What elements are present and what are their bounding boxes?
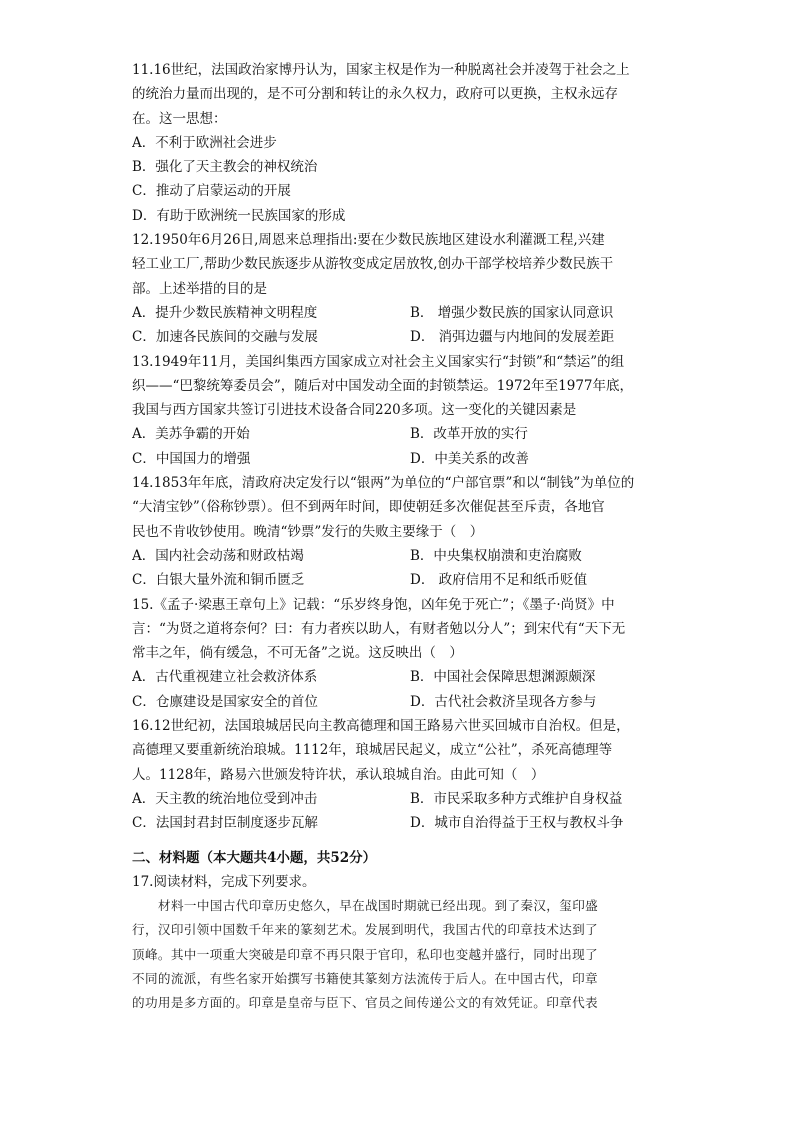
material-line: 材料一中国古代印章历史悠久，早在战国时期就已经出现。到了秦汉，玺印盛: [158, 898, 599, 914]
option-b[interactable]: B．市民采取多种方式维护自身权益: [410, 790, 623, 807]
section-heading: 二、材料题（本大题共4小题，共52分）: [132, 849, 377, 866]
option-c[interactable]: C．中国国力的增强: [132, 450, 251, 467]
option-row: [132, 665, 667, 689]
question-stem-line: 15.《孟子·梁惠王章句上》记载：“乐岁终身饱，凶年免于死亡”；《墨子·尚贤》中: [132, 596, 615, 613]
question-11: [132, 58, 667, 228]
option-b[interactable]: B．中央集权崩溃和吏治腐败: [410, 547, 582, 564]
option-row: [132, 690, 667, 714]
question-14: [132, 471, 667, 592]
question-stem-line: 16.12世纪初，法国琅城居民向主教高德理和国王路易六世买回城市自治权。但是，: [132, 718, 630, 735]
option-a[interactable]: A．国内社会动荡和财政枯竭: [132, 547, 304, 564]
question-stem-line: 14.1853年年底，清政府决定发行以“银两”为单位的“户部官票”和以“制钱”为单位的: [132, 475, 635, 492]
option-c[interactable]: C．法国封君封臣制度逐步瓦解: [132, 815, 318, 832]
option-row: [132, 811, 667, 835]
option-row: [132, 787, 667, 811]
option-row: [132, 568, 667, 592]
option-row: [132, 422, 667, 446]
question-stem-line: 常丰之年，倘有缓急，不可无备”之说。这反映出（ ）: [132, 645, 463, 662]
option-d[interactable]: D．古代社会救济呈现各方参与: [410, 693, 597, 710]
question-17-stem: 17.阅读材料，完成下列要求。: [132, 873, 316, 890]
question-16: [132, 714, 667, 835]
option-d[interactable]: D．有助于欧洲统一民族国家的形成: [132, 207, 346, 224]
option-row: [132, 301, 667, 325]
option-row: [132, 325, 667, 349]
option-d[interactable]: D． 政府信用不足和纸币贬值: [410, 572, 588, 589]
option-a[interactable]: A．不利于欧洲社会进步: [132, 134, 277, 151]
question-13: [132, 350, 667, 471]
option-b[interactable]: B．强化了天主教会的神权统治: [132, 159, 318, 176]
question-stem-line: 11.16世纪，法国政治家博丹认为，国家主权是作为一种脱离社会并凌驾于社会之上: [132, 62, 630, 78]
question-stem-line: 言：“为贤之道将奈何？曰：有力者疾以助人，有财者勉以分人”；到宋代有“天下无: [132, 620, 626, 637]
option-a[interactable]: A．美苏争霸的开始: [132, 426, 250, 443]
option-row: [132, 447, 667, 471]
material-line: 不同的流派，有些名家开始撰写书籍使其篆刻方法流传于后人。在中国古代，印章: [132, 970, 598, 986]
option-row: [132, 544, 667, 568]
material-line: 顶峰。其中一项重大突破是印章不再只限于官印，私印也变越并盛行，同时出现了: [132, 946, 598, 962]
question-stem-line: 高德理又要重新统治琅城。1112年，琅城居民起义，成立“公社”，杀死高德理等: [132, 742, 613, 759]
question-stem-line: 我国与西方国家共签订引进技术设备合同220多项。这一变化的关键因素是: [132, 402, 577, 419]
exam-page: [132, 58, 667, 1016]
option-b[interactable]: B．中国社会保障思想渊源颇深: [410, 669, 596, 686]
option-c[interactable]: C．推动了启蒙运动的开展: [132, 183, 291, 200]
question-15: [132, 593, 667, 714]
question-stem-line: 部。上述举措的目的是: [132, 280, 267, 297]
question-stem-line: 13.1949年11月，美国纠集西方国家成立对社会主义国家实行“封锁”和“禁运”的组: [132, 353, 625, 370]
material-line: 的功用是多方面的。印章是皇帝与臣下、官员之间传递公文的有效凭证。印章代表: [132, 995, 598, 1011]
question-stem-line: “大清宝钞”（俗称钞票）。但不到两年时间，即使朝廷多次催促甚至斥责，各地官: [132, 499, 605, 516]
question-stem-line: 民也不肯收钞使用。晚清“钞票”发行的失败主要缘于（ ）: [132, 523, 484, 540]
option-d[interactable]: D．中美关系的改善: [410, 450, 529, 467]
question-stem-line: 人。1128年，路易六世颁发特许状，承认琅城自治。由此可知（ ）: [132, 766, 545, 783]
option-a[interactable]: A．古代重视建立社会救济体系: [132, 669, 318, 686]
question-stem-line: 织——“巴黎统筹委员会”，随后对中国发动全面的封锁禁运。1972年至1977年底，: [132, 377, 634, 394]
option-d[interactable]: D． 消弭边疆与内地间的发展差距: [410, 329, 615, 346]
question-stem-line: 轻工业工厂,帮助少数民族逐步从游牧变成定居放牧,创办干部学校培养少数民族干: [132, 256, 614, 273]
question-stem-line: 在。这一思想：: [132, 110, 227, 127]
option-c[interactable]: C．仓廪建设是国家安全的首位: [132, 693, 318, 710]
option-a[interactable]: A．天主教的统治地位受到冲击: [132, 790, 318, 807]
option-a[interactable]: A．提升少数民族精神文明程度: [132, 304, 318, 321]
question-12: [132, 228, 667, 349]
option-c[interactable]: C．加速各民族间的交融与发展: [132, 329, 318, 346]
question-stem-line: 的统治力量而出现的，是不可分割和转让的永久权力，政府可以更换，主权永远存: [132, 86, 618, 103]
question-stem-line: 12.1950年6月26日,周恩来总理指出:要在少数民族地区建设水利灌溉工程,兴建: [132, 232, 605, 249]
option-b[interactable]: B． 增强少数民族的国家认同意识: [410, 304, 614, 321]
option-c[interactable]: C．白银大量外流和铜币匮乏: [132, 572, 305, 589]
material-line: 行，汉印引领中国数千年来的篆刻艺术。发展到明代，我国古代的印章技术达到了: [132, 922, 598, 938]
option-b[interactable]: B．改革开放的实行: [410, 426, 528, 443]
option-d[interactable]: D．城市自治得益于王权与教权斗争: [410, 815, 624, 832]
